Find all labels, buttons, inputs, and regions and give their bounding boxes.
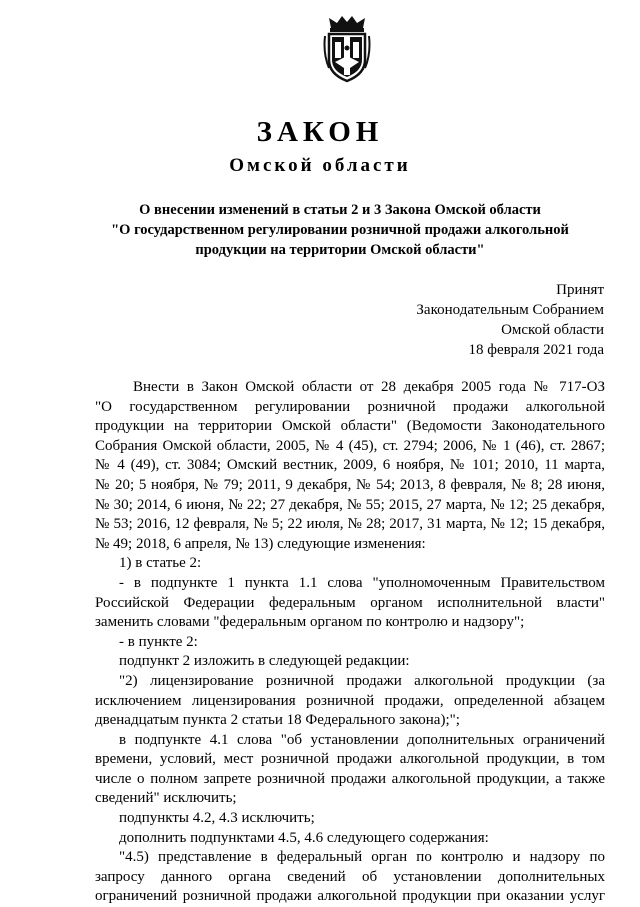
body-line: числе о полном запрете розничной продажи алкогольной продукции, а также bbox=[95, 770, 605, 787]
body-line: запросу данного органа сведений об установлении дополнительных bbox=[95, 868, 605, 885]
body-line: дополнить подпунктами 4.5, 4.6 следующего содержания: bbox=[119, 829, 489, 846]
adoption-line: Принят bbox=[556, 282, 604, 298]
adoption-block bbox=[416, 280, 604, 360]
heading-line: "О государственном регулировании розничной продажи алкогольной bbox=[111, 222, 569, 238]
body-line: "2) лицензирование розничной продажи алкогольной продукции (за bbox=[119, 672, 605, 689]
body-line: сведений" исключить; bbox=[95, 790, 237, 807]
body-line: заменить словами "федеральным органом по контролю и надзору"; bbox=[95, 614, 525, 631]
body-line: в подпункте 4.1 слова "об установлении дополнительных ограничений bbox=[119, 731, 605, 748]
document-title: ЗАКОН bbox=[256, 116, 384, 148]
body-line: "4.5) представление в федеральный орган по контролю и надзору по bbox=[119, 849, 605, 866]
body-line: - в подпункте 1 пункта 1.1 слова "уполномоченным Правительством bbox=[119, 574, 605, 591]
body-line: продукции на территории Омской области" (Ведомости Законодательного bbox=[95, 418, 605, 435]
document-body bbox=[95, 378, 605, 907]
body-line: времени, условий, мест розничной продажи алкогольной продукции, в том bbox=[95, 751, 605, 768]
body-line: № 49; 2018, 6 апреля, № 13) следующие изменения: bbox=[95, 535, 426, 552]
body-line: двенадцатым пункта 2 статьи 18 Федерального закона);"; bbox=[95, 712, 460, 729]
body-line: 1) в статье 2: bbox=[119, 555, 202, 572]
body-line: "О государственном регулировании розничной продажи алкогольной bbox=[95, 398, 605, 415]
heading-line: продукции на территории Омской области" bbox=[195, 242, 485, 258]
body-line: - в пункте 2: bbox=[119, 633, 198, 650]
body-line: № 4 (49), ст. 3084; Омский вестник, 2009, 6 ноября, № 101; 2010, 11 марта, bbox=[95, 457, 605, 474]
body-line: подпункт 2 изложить в следующей редакции: bbox=[119, 653, 410, 670]
body-line: Собрания Омской области, 2005, № 4 (45), ст. 2794; 2006, № 1 (46), ст. 2867; bbox=[95, 437, 605, 454]
body-line: исключением лицензирования розничной продажи, определенной абзацем bbox=[95, 692, 605, 709]
adoption-line: Законодательным Собранием bbox=[416, 302, 604, 318]
law-heading bbox=[80, 200, 600, 260]
body-line: № 53; 2016, 12 февраля, № 5; 22 июля, № 28; 2017, 31 марта, № 12; 15 декабря, bbox=[95, 516, 605, 533]
heading-line: О внесении изменений в статьи 2 и 3 Закона Омской области bbox=[139, 202, 541, 218]
adoption-line: Омской области bbox=[501, 322, 604, 338]
body-line: Внести в Закон Омской области от 28 декабря 2005 года № 717-ОЗ bbox=[133, 379, 605, 395]
body-line: № 30; 2014, 6 июня, № 22; 27 декабря, № 55; 2015, 27 марта, № 12; 25 декабря, bbox=[95, 496, 605, 513]
document-subtitle: Омской области bbox=[229, 155, 411, 176]
omsk-coat-of-arms-icon bbox=[323, 14, 371, 84]
adoption-date: 18 февраля 2021 года bbox=[468, 342, 604, 358]
body-line: № 20; 5 ноября, № 79; 2011, 9 декабря, № 54; 2013, 8 февраля, № 8; 28 июня, bbox=[95, 476, 605, 493]
body-line: Российской Федерации федеральным органом исполнительной власти" bbox=[95, 594, 605, 611]
body-line: ограничений розничной продажи алкогольной продукции при оказании услуг bbox=[95, 888, 605, 905]
body-line: подпункты 4.2, 4.3 исключить; bbox=[119, 810, 315, 827]
